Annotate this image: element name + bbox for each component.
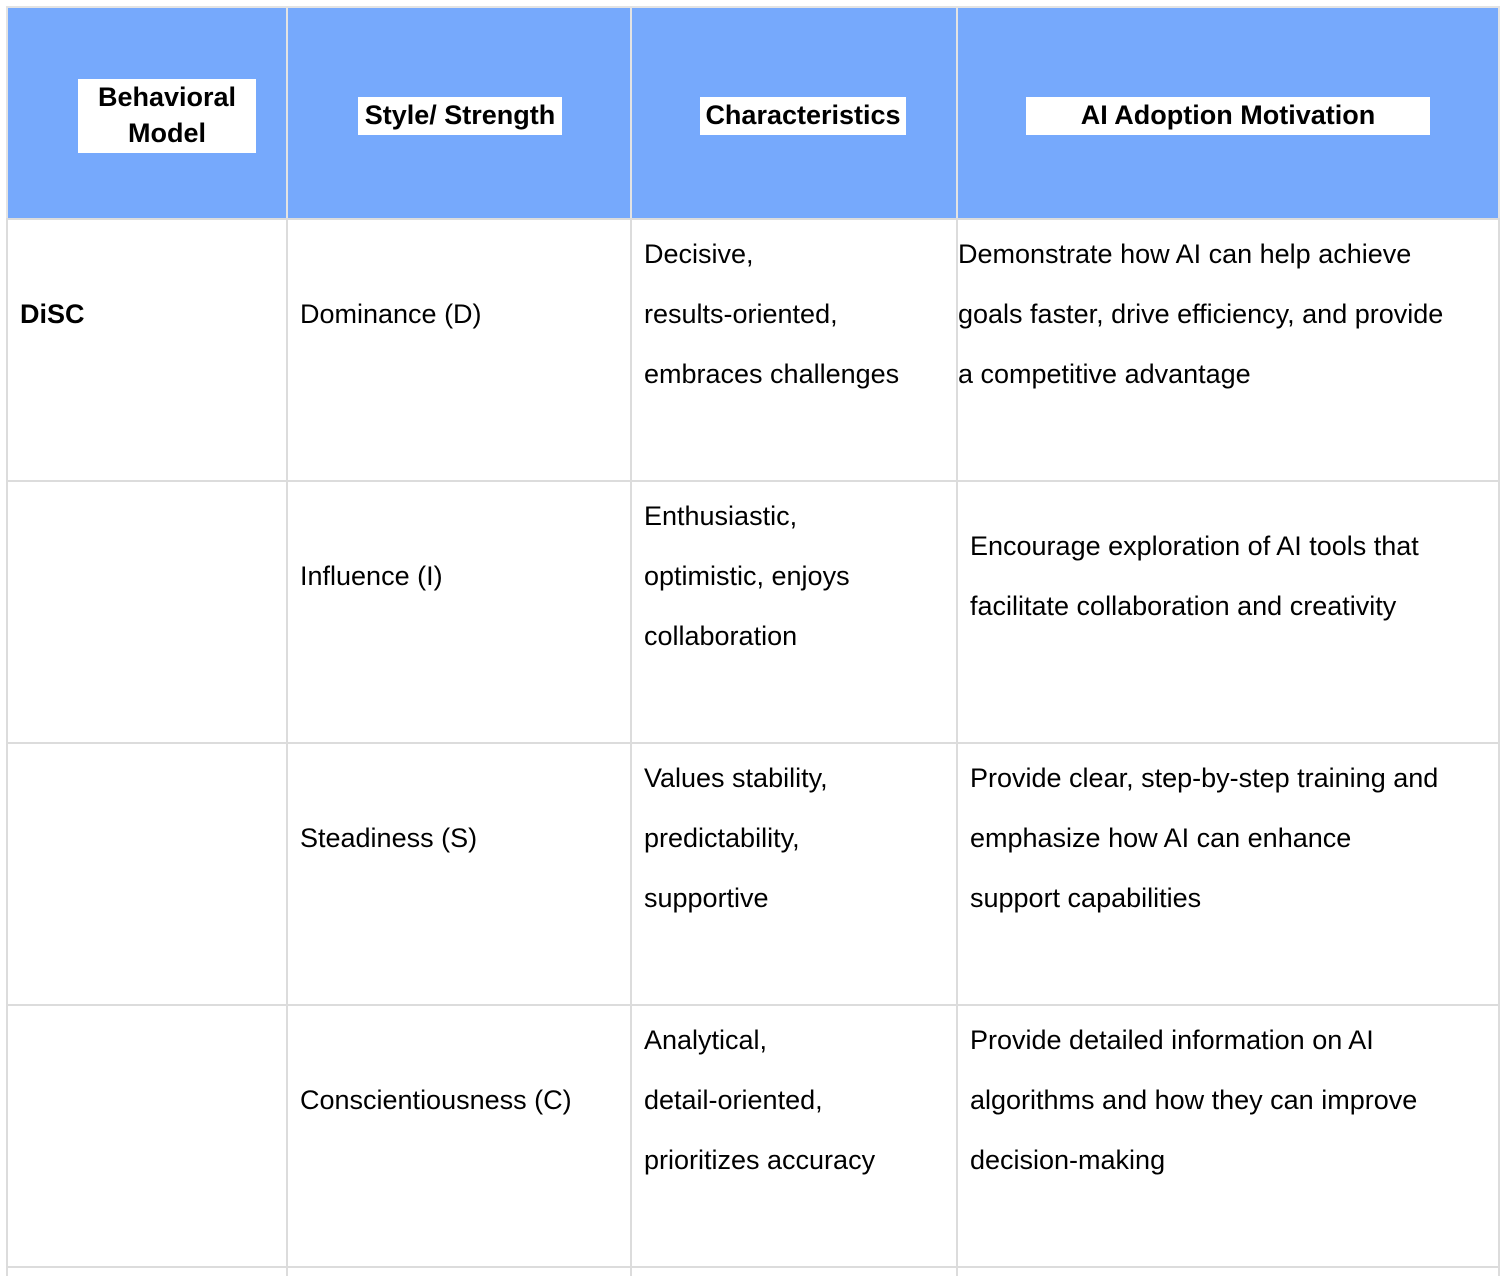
style-label: Steadiness (S) <box>300 823 478 853</box>
header-label-style-strength: Style/ Strength <box>358 97 562 135</box>
header-cell-characteristics <box>630 6 956 218</box>
header-cell-style-strength <box>286 6 630 218</box>
header-label-line: Behavioral <box>97 82 237 112</box>
motivation-text <box>970 516 1419 636</box>
text-line: embraces challenges <box>644 359 900 389</box>
model-cell <box>6 1266 286 1276</box>
text-line: goals faster, drive efficiency, and provide <box>958 299 1444 329</box>
motivation-cell <box>956 1004 1500 1266</box>
model-label: DiSC <box>20 299 85 329</box>
text-line: optimistic, enjoys <box>644 561 850 591</box>
motivation-text <box>958 224 1443 404</box>
characteristics-cell <box>630 480 956 742</box>
characteristics-text <box>644 486 850 666</box>
text-line: support capabilities <box>970 883 1202 913</box>
text-line: algorithms and how they can improve <box>970 1085 1418 1115</box>
text-line: emphasize how AI can enhance <box>970 823 1352 853</box>
table-row-partial <box>6 1266 1500 1276</box>
table-row <box>6 480 1500 742</box>
characteristics-cell <box>630 742 956 1004</box>
characteristics-cell <box>630 1266 956 1276</box>
style-label: Conscientiousness (C) <box>300 1085 572 1115</box>
text-line: Decisive, <box>644 239 754 269</box>
motivation-text <box>970 1010 1417 1190</box>
characteristics-cell <box>630 1004 956 1266</box>
model-cell <box>6 480 286 742</box>
disc-table <box>6 6 1500 1276</box>
motivation-cell <box>956 480 1500 742</box>
text-line: Encourage exploration of AI tools that <box>970 531 1419 561</box>
text-line: decision-making <box>970 1145 1166 1175</box>
motivation-cell <box>956 218 1500 480</box>
style-cell <box>286 742 630 1004</box>
characteristics-text <box>644 224 899 404</box>
model-cell <box>6 1004 286 1266</box>
text-line: facilitate collaboration and creativity <box>970 591 1397 621</box>
text-line: detail-oriented, <box>644 1085 823 1115</box>
header-label-behavioral-model <box>78 79 256 153</box>
text-line: Enthusiastic, <box>644 501 798 531</box>
text-line: supportive <box>644 883 769 913</box>
table-header-row <box>6 6 1500 218</box>
text-line: Provide detailed information on AI <box>970 1025 1374 1055</box>
style-cell <box>286 218 630 480</box>
text-line: prioritizes accuracy <box>644 1145 876 1175</box>
header-cell-ai-adoption-motivation <box>956 6 1500 218</box>
style-cell <box>286 1266 630 1276</box>
text-line: Values stability, <box>644 763 828 793</box>
text-line: Analytical, <box>644 1025 768 1055</box>
header-label-characteristics: Characteristics <box>700 97 906 135</box>
table-row <box>6 742 1500 1004</box>
style-label: Dominance (D) <box>300 299 482 329</box>
motivation-cell <box>956 1266 1500 1276</box>
style-cell <box>286 1004 630 1266</box>
header-label-ai-adoption-motivation: AI Adoption Motivation <box>1026 97 1430 135</box>
text-line: Demonstrate how AI can help achieve <box>958 239 1412 269</box>
model-cell <box>6 218 286 480</box>
characteristics-cell <box>630 218 956 480</box>
text-line: collaboration <box>644 621 798 651</box>
model-cell <box>6 742 286 1004</box>
table-row <box>6 1004 1500 1266</box>
characteristics-text <box>644 748 828 928</box>
header-label-line: Model <box>128 118 206 148</box>
motivation-text <box>970 748 1438 928</box>
text-line: Provide clear, step-by-step training and <box>970 763 1439 793</box>
header-cell-behavioral-model <box>6 6 286 218</box>
characteristics-text <box>644 1010 875 1190</box>
text-line: results-oriented, <box>644 299 838 329</box>
text-line: a competitive advantage <box>958 359 1251 389</box>
motivation-cell <box>956 742 1500 1004</box>
style-label: Influence (I) <box>300 561 443 591</box>
table-row <box>6 218 1500 480</box>
style-cell <box>286 480 630 742</box>
text-line: predictability, <box>644 823 800 853</box>
